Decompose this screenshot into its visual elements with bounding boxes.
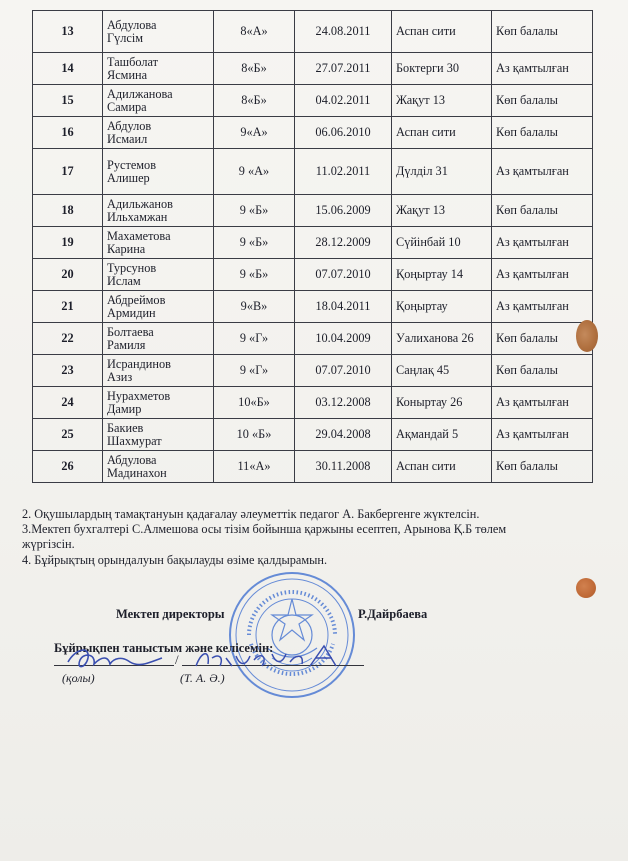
family-status: Көп балалы (492, 11, 593, 53)
student-address: Жақут 13 (392, 85, 492, 117)
student-name (103, 387, 214, 419)
student-surname: Бакиев (107, 420, 144, 435)
row-number: 22 (33, 323, 103, 355)
row-number: 24 (33, 387, 103, 419)
student-name (103, 323, 214, 355)
student-class: 10 «Б» (214, 419, 295, 451)
student-address: Аспан сити (392, 117, 492, 149)
table-row (33, 117, 593, 149)
student-first-name: Азиз (107, 369, 133, 384)
punch-hole (576, 578, 596, 598)
family-status: Аз қамтылған (492, 259, 593, 291)
note-item-3: 3.Мектеп бухгалтері С.Алмешова осы тізім бойынша қаржыны есептеп, Арынова Қ.Б төлем (22, 522, 507, 537)
student-table (32, 10, 593, 483)
student-surname: Абдулова (107, 452, 157, 467)
birth-date: 28.12.2009 (295, 227, 392, 259)
table-row (33, 291, 593, 323)
note-item-4: 4. Бұйрықтың орындалуын бақылауды өзіме қалдырамын. (22, 552, 328, 567)
student-address: Ақмандай 5 (392, 419, 492, 451)
student-surname: Абдреймов (107, 292, 166, 307)
student-name (103, 291, 214, 323)
family-status: Көп балалы (492, 117, 593, 149)
student-surname: Ташболат (107, 54, 159, 69)
row-number: 20 (33, 259, 103, 291)
family-status: Көп балалы (492, 355, 593, 387)
student-surname: Адилжанова (107, 86, 173, 101)
birth-date: 27.07.2011 (295, 53, 392, 85)
row-number: 21 (33, 291, 103, 323)
student-name (103, 259, 214, 291)
birth-date: 06.06.2010 (295, 117, 392, 149)
row-number: 15 (33, 85, 103, 117)
birth-date: 04.02.2011 (295, 85, 392, 117)
student-name (103, 227, 214, 259)
family-status: Көп балалы (492, 195, 593, 227)
handwritten-name-icon (190, 640, 360, 680)
birth-date: 29.04.2008 (295, 419, 392, 451)
student-name (103, 419, 214, 451)
student-class: 9 «Б» (214, 259, 295, 291)
family-status: Аз қамтылған (492, 387, 593, 419)
acknowledgement-label: Бұйрықпен таныстым және келісемін: (54, 641, 274, 655)
student-surname: Турсунов (107, 260, 157, 275)
student-address: Қоңыртау (392, 291, 492, 323)
student-class: 11«А» (214, 451, 295, 483)
student-name (103, 11, 214, 53)
note-item-2: 2. Оқушылардың тамақтануын қадағалау әлеуметтік педагог А. Бакбергенге жүктелсін. (22, 507, 480, 521)
order-notes (22, 507, 592, 568)
student-first-name: Карина (107, 241, 146, 256)
student-class: 8«А» (214, 11, 295, 53)
student-name (103, 355, 214, 387)
birth-date: 07.07.2010 (295, 259, 392, 291)
family-status: Аз қамтылған (492, 291, 593, 323)
student-first-name: Ислам (107, 273, 141, 288)
handwritten-signature-icon (50, 640, 180, 680)
student-surname: Нурахметов (107, 388, 171, 403)
row-number: 25 (33, 419, 103, 451)
official-seal-icon (227, 570, 357, 700)
student-first-name: Рамиля (107, 337, 146, 352)
student-first-name: Алишер (107, 170, 150, 185)
student-name (103, 149, 214, 195)
student-first-name: Армидин (107, 305, 156, 320)
student-first-name: Шахмурат (107, 433, 162, 448)
row-number: 18 (33, 195, 103, 227)
table-row (33, 259, 593, 291)
student-class: 9«В» (214, 291, 295, 323)
row-number: 13 (33, 11, 103, 53)
birth-date: 30.11.2008 (295, 451, 392, 483)
student-first-name: Самира (107, 99, 147, 114)
student-class: 9 «А» (214, 149, 295, 195)
student-first-name: Ясмина (107, 67, 148, 82)
student-address: Коныртау 26 (392, 387, 492, 419)
name-caption: (Т. А. Ә.) (180, 671, 225, 685)
table-row (33, 195, 593, 227)
student-class: 9 «Г» (214, 355, 295, 387)
family-status: Көп балалы (492, 85, 593, 117)
student-first-name: Дамир (107, 401, 142, 416)
table-row (33, 149, 593, 195)
student-address: Аспан сити (392, 451, 492, 483)
student-address: Саңлақ 45 (392, 355, 492, 387)
birth-date: 24.08.2011 (295, 11, 392, 53)
student-first-name: Ильхамжан (107, 209, 168, 224)
student-surname: Абдулова (107, 17, 157, 32)
table-row (33, 355, 593, 387)
signature-caption: (қолы) (62, 671, 95, 685)
student-address: Жақут 13 (392, 195, 492, 227)
student-first-name: Мадинахон (107, 465, 167, 480)
student-surname: Рустемов (107, 157, 157, 172)
birth-date: 10.04.2009 (295, 323, 392, 355)
student-name (103, 195, 214, 227)
table-row (33, 53, 593, 85)
table-row (33, 387, 593, 419)
student-address: Қоңыртау 14 (392, 259, 492, 291)
birth-date: 18.04.2011 (295, 291, 392, 323)
student-first-name: Исмаил (107, 131, 148, 146)
family-status: Аз қамтылған (492, 149, 593, 195)
note-item-3-continued: жүргізсін. (22, 537, 75, 552)
student-first-name: Гүлсім (107, 30, 144, 45)
row-number: 17 (33, 149, 103, 195)
student-name (103, 451, 214, 483)
student-name (103, 85, 214, 117)
director-signature-block (116, 607, 456, 622)
student-surname: Махаметова (107, 228, 171, 243)
family-status: Аз қамтылған (492, 53, 593, 85)
student-class: 8«Б» (214, 53, 295, 85)
row-number: 16 (33, 117, 103, 149)
student-class: 8«Б» (214, 85, 295, 117)
table-row (33, 11, 593, 53)
student-table-body (33, 11, 593, 483)
table-row (33, 451, 593, 483)
family-status: Көп балалы (492, 451, 593, 483)
student-class: 9 «Б» (214, 227, 295, 259)
table-row (33, 419, 593, 451)
student-class: 9 «Б» (214, 195, 295, 227)
student-surname: Болтаева (107, 324, 154, 339)
student-class: 10«Б» (214, 387, 295, 419)
student-name (103, 117, 214, 149)
student-address: Сүйінбай 10 (392, 227, 492, 259)
signature-separator: / (175, 652, 179, 667)
director-label: Мектеп директоры (116, 607, 225, 621)
student-name (103, 53, 214, 85)
student-address: Уалиханова 26 (392, 323, 492, 355)
student-address: Дүлділ 31 (392, 149, 492, 195)
table-row (33, 227, 593, 259)
student-class: 9 «Г» (214, 323, 295, 355)
family-status: Көп балалы (492, 323, 593, 355)
table-row (33, 85, 593, 117)
student-class: 9«А» (214, 117, 295, 149)
birth-date: 15.06.2009 (295, 195, 392, 227)
birth-date: 11.02.2011 (295, 149, 392, 195)
row-number: 23 (33, 355, 103, 387)
row-number: 14 (33, 53, 103, 85)
family-status: Аз қамтылған (492, 419, 593, 451)
student-address: Аспан сити (392, 11, 492, 53)
director-name: Р.Дайрбаева (358, 607, 428, 621)
birth-date: 03.12.2008 (295, 387, 392, 419)
table-row (33, 323, 593, 355)
student-address: Боктерги 30 (392, 53, 492, 85)
student-surname: Адильжанов (107, 196, 173, 211)
student-surname: Исрандинов (107, 356, 171, 371)
punch-hole (576, 320, 598, 352)
row-number: 19 (33, 227, 103, 259)
row-number: 26 (33, 451, 103, 483)
birth-date: 07.07.2010 (295, 355, 392, 387)
student-surname: Абдулов (107, 118, 152, 133)
family-status: Аз қамтылған (492, 227, 593, 259)
